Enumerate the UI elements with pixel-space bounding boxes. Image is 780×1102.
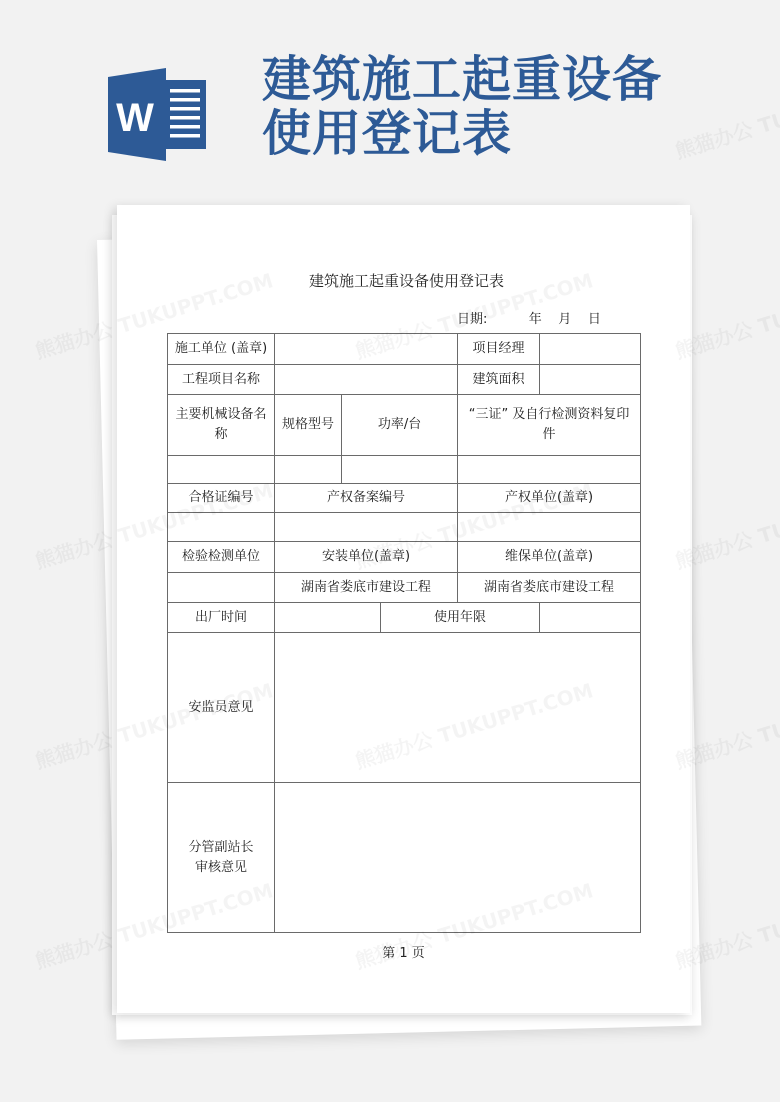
installation-unit-field[interactable]: 湖南省娄底市建设工程 <box>275 573 458 603</box>
table-row <box>168 783 641 933</box>
project-name-label: 工程项目名称 <box>168 365 275 395</box>
table-row <box>168 513 641 542</box>
document-page <box>117 205 690 1013</box>
certificate-number-field[interactable] <box>168 513 275 542</box>
building-area-field[interactable] <box>540 365 641 395</box>
page-number <box>117 942 690 961</box>
date-label: 日期: <box>457 312 488 327</box>
equipment-name-label-line1: 主要机械设备名 <box>175 407 267 422</box>
table-row <box>168 603 641 633</box>
certificates-label-line1: “三证” 及自行检测资料复印 <box>468 407 630 422</box>
svg-text:W: W <box>116 96 154 140</box>
safety-inspector-opinion-label: 安监员意见 <box>168 633 275 783</box>
deputy-director-label-line1: 分管副站长 <box>188 839 254 855</box>
power-label: 功率/台 <box>342 395 458 456</box>
service-life-label: 使用年限 <box>381 603 540 633</box>
certificates-label <box>458 395 641 456</box>
table-row <box>168 573 641 603</box>
equipment-name-label <box>168 395 275 456</box>
equipment-name-label-line2: 称 <box>214 427 228 442</box>
date-day: 日 <box>587 312 601 327</box>
table-row <box>168 395 641 456</box>
inspection-unit-label: 检验检测单位 <box>168 542 275 573</box>
property-owner-label: 产权单位(盖章) <box>458 484 641 513</box>
date-month: 月 <box>558 312 572 327</box>
certificates-label-line2: 件 <box>542 427 556 442</box>
manufacture-date-label: 出厂时间 <box>168 603 275 633</box>
table-row <box>168 365 641 395</box>
building-area-label: 建筑面积 <box>458 365 540 395</box>
manufacture-date-field[interactable] <box>275 603 381 633</box>
deputy-director-label-line2: 审核意见 <box>194 859 247 875</box>
safety-inspector-opinion-field[interactable] <box>275 633 641 783</box>
table-row <box>168 484 641 513</box>
project-manager-field[interactable] <box>540 334 641 365</box>
project-name-field[interactable] <box>275 365 458 395</box>
maintenance-unit-label: 维保单位(盖章) <box>458 542 641 573</box>
inspection-unit-field[interactable] <box>168 573 275 603</box>
banner-title-line2: 使用登记表 <box>262 104 513 162</box>
model-spec-label: 规格型号 <box>275 395 342 456</box>
power-field[interactable] <box>342 456 458 484</box>
construction-unit-field[interactable] <box>275 334 458 365</box>
watermark <box>671 64 780 164</box>
project-manager-label: 项目经理 <box>458 334 540 365</box>
banner-title <box>262 52 682 160</box>
page-suffix: 页 <box>411 946 425 961</box>
certificate-number-label: 合格证编号 <box>168 484 275 513</box>
table-row <box>168 542 641 573</box>
date-line <box>457 308 601 327</box>
construction-unit-label: 施工单位 (盖章) <box>168 334 275 365</box>
table-row <box>168 633 641 783</box>
registration-form-table <box>167 333 641 933</box>
table-row <box>168 456 641 484</box>
certificates-field[interactable] <box>458 456 641 484</box>
property-filing-number-field[interactable] <box>275 513 458 542</box>
page-number-value: 1 <box>399 946 408 961</box>
deputy-director-review-field[interactable] <box>275 783 641 933</box>
document-title: 建筑施工起重设备使用登记表 <box>308 272 504 290</box>
equipment-name-field[interactable] <box>168 456 275 484</box>
installation-unit-label: 安装单位(盖章) <box>275 542 458 573</box>
property-owner-field[interactable] <box>458 513 641 542</box>
page-prefix: 第 <box>382 946 396 961</box>
model-spec-field[interactable] <box>275 456 342 484</box>
table-row <box>168 334 641 365</box>
maintenance-unit-field[interactable]: 湖南省娄底市建设工程 <box>458 573 641 603</box>
banner-title-line1: 建筑施工起重设备 <box>262 50 663 108</box>
deputy-director-review-label <box>168 783 275 933</box>
property-filing-number-label: 产权备案编号 <box>275 484 458 513</box>
date-year: 年 <box>528 312 542 327</box>
word-icon <box>108 68 208 161</box>
service-life-field[interactable] <box>540 603 641 633</box>
